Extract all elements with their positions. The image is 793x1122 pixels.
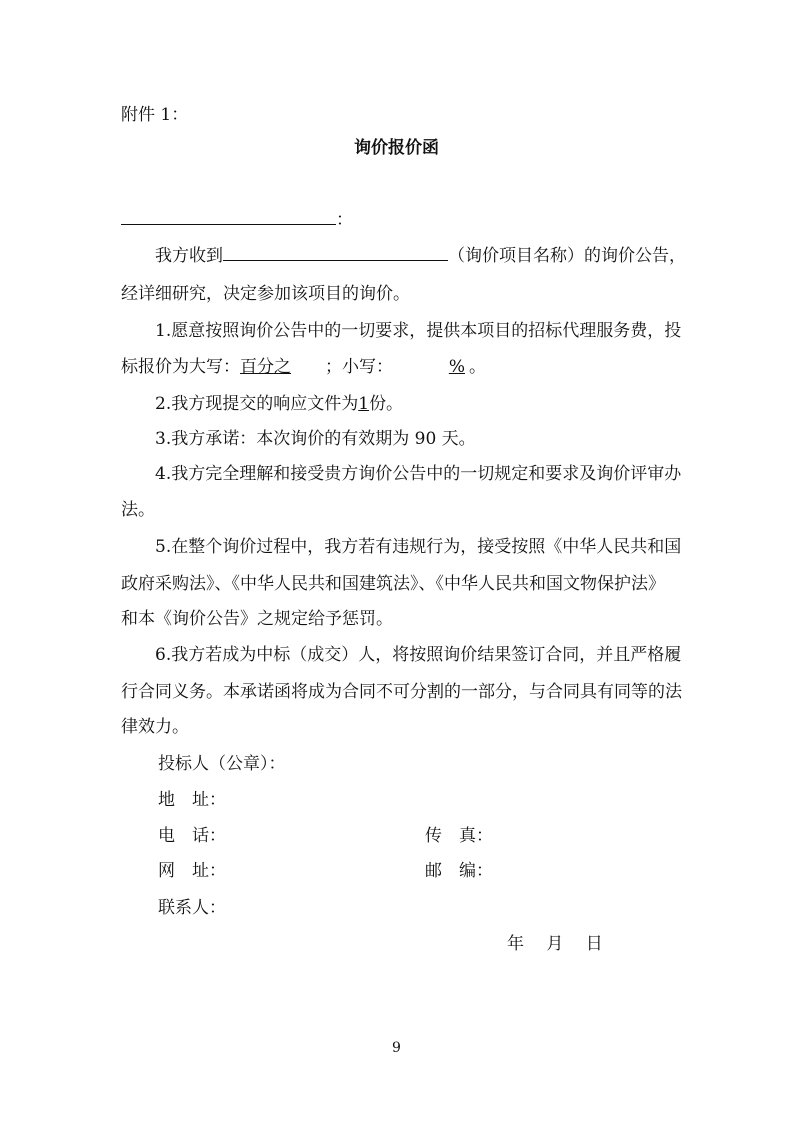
copies-count-field[interactable]: 1	[358, 394, 370, 414]
addressee-line	[121, 205, 353, 230]
document-title: 询价报价函	[354, 138, 439, 158]
fax-label: 传 真：	[425, 826, 493, 846]
upper-label: 标报价为大写：	[121, 357, 240, 377]
contact-label: 联系人：	[158, 898, 226, 918]
website-label: 网 址：	[158, 861, 226, 881]
date-label: 年 月 日	[507, 934, 603, 954]
intro-line-1	[155, 241, 686, 266]
item-6-line-2: 行合同义务。本承诺函将成为合同不可分割的一部分，与合同具有同等的法	[121, 682, 682, 702]
item-2-prefix: 2.我方现提交的响应文件为	[155, 394, 359, 414]
phone-label: 电 话：	[158, 826, 226, 846]
intro-prefix: 我方收到	[155, 246, 223, 266]
item-4-line-2: 法。	[121, 500, 155, 520]
item-6-line-3: 律效力。	[121, 717, 189, 737]
item-6-line-1: 6.我方若成为中标（成交）人，将按照询价结果签订合同，并且严格履	[155, 645, 682, 665]
item-5-line-3: 和本《询价公告》之规定给予惩罚。	[121, 609, 393, 629]
intro-line-2: 经详细研究，决定参加该项目的询价。	[121, 284, 410, 304]
bidder-label: 投标人（公章）：	[158, 754, 286, 774]
item-4-line-1: 4.我方完全理解和接受贵方询价公告中的一切规定和要求及询价评审办	[155, 464, 682, 484]
lower-label: ；小写：	[325, 357, 393, 377]
item-1-end: 。	[469, 357, 486, 377]
postcode-label: 邮 编：	[425, 861, 493, 881]
item-5-line-1: 5.在整个询价过程中，我方若有违规行为，接受按照《中华人民共和国	[155, 537, 682, 557]
annex-label: 附件 1：	[121, 105, 189, 125]
item-1-line-1: 1.愿意按照询价公告中的一切要求，提供本项目的招标代理服务费，投	[155, 321, 682, 341]
item-1-line-2	[121, 352, 486, 377]
addressee-blank[interactable]	[121, 207, 336, 225]
item-2-line	[155, 389, 403, 414]
intro-suffix: （询价项目名称）的询价公告，	[448, 246, 686, 266]
item-3-line: 3.我方承诺：本次询价的有效期为 90 天。	[155, 429, 476, 449]
item-2-suffix: 份。	[369, 394, 404, 414]
lower-price-field[interactable]: %	[448, 357, 465, 377]
project-name-blank[interactable]	[223, 243, 448, 261]
addressee-colon: ：	[336, 210, 353, 230]
page-number: 9	[392, 1040, 401, 1056]
item-5-line-2: 政府采购法》、《中华人民共和国建筑法》、《中华人民共和国文物保护法》	[121, 574, 665, 594]
address-label: 地 址：	[158, 790, 226, 810]
upper-price-field[interactable]: 百分之	[240, 357, 291, 377]
